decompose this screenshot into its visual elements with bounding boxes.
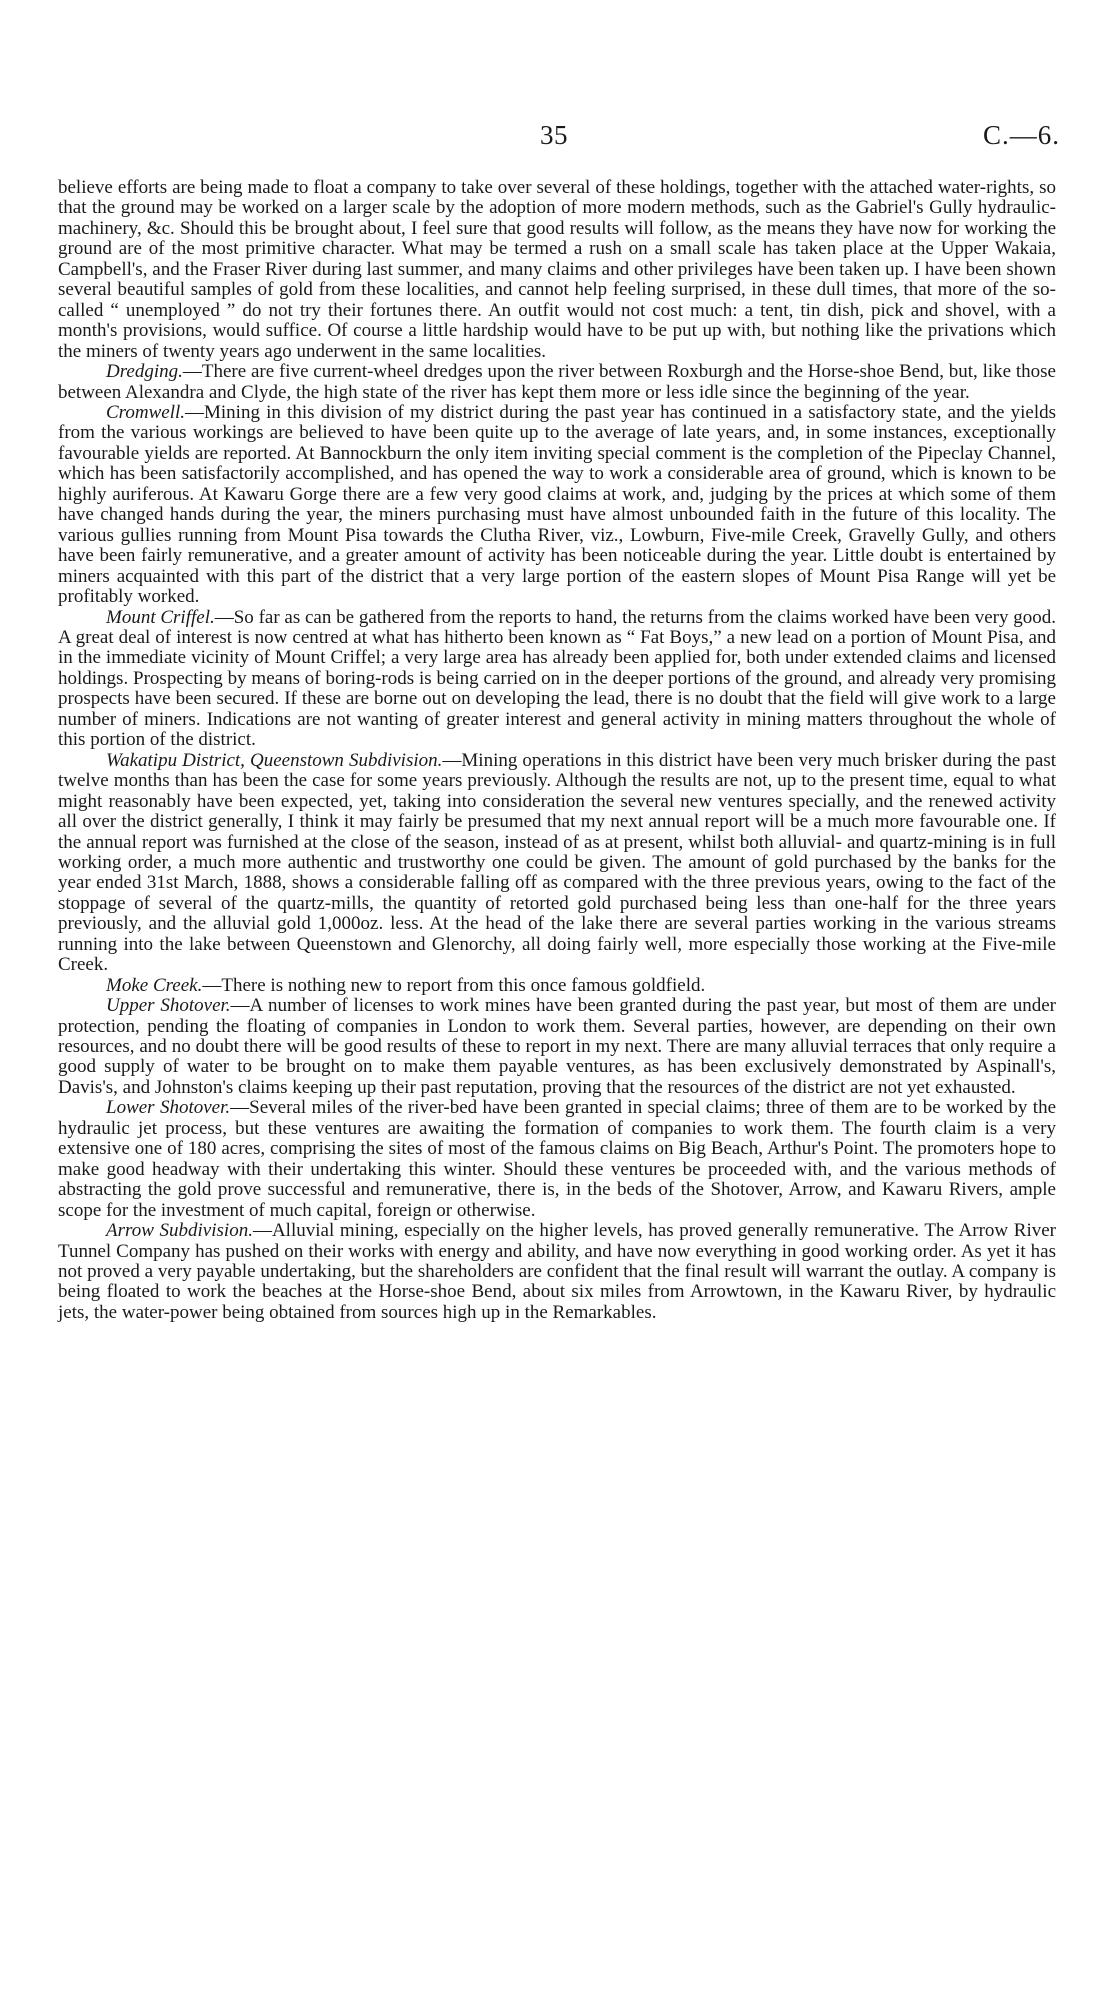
section-heading: Lower Shotover.: [106, 1097, 231, 1119]
paragraph-lower-shotover: [58, 1098, 1056, 1221]
paragraph-cromwell: [58, 403, 1056, 608]
paragraph-text: —Several miles of the river-bed have been granted in special claims; three of them are to be worked by the hydraulic jet process, but these ventures are awaiting the formation of companies to work them. The fourth claim is a very extensive one of 180 acres, comprising the sites of most of the famous claims on Big Beach, Arthur's Point. The promoters hope to make good headway with their undertaking this winter. Should these ventures be proceeded with, and the various methods of abstracting the gold prove successful and remunerative, there is, in the beds of the Shotover, Arrow, and Kawaru Rivers, ample scope for the investment of much capital, foreign or otherwise.: [58, 1097, 1057, 1221]
paragraph-text: —There is nothing new to report from this once famous goldfield.: [202, 974, 706, 996]
page-number: 35: [540, 120, 568, 150]
document-reference: C.—6.: [982, 120, 1060, 150]
paragraph-mount-criffel: [58, 608, 1056, 751]
paragraph-text: believe efforts are being made to float a company to take over several of these holdings, together with the attached water-rights, so that the ground may be worked on a larger scale by the adoption of more modern methods, such as the Gabriel's Gully hydraulic-machinery, &c. Should this be brought about, I feel sure that good results will follow, as the means they have now for working the ground are of the most primitive character. What may be termed a rush on a small scale has taken place at the Upper Wakaia, Campbell's, and the Fraser River during last summer, and many claims and other privileges have been taken up. I have been shown several beautiful samples of gold from these localities, and cannot help feeling surprised, in these dull times, that more of the so-called “ unemployed ” do not try their fortunes there. An outfit would not cost much: a tent, tin dish, pick and shovel, with a month's provisions, would suffice. Of course a little hardship would have to be put up with, but nothing like the privations which the miners of twenty years ago underwent in the same localities.: [58, 177, 1056, 362]
paragraph-text: —Mining operations in this district have been very much brisker during the past twelve months than has been the case for some years previously. Although the results are not, up to the present time, equal to what might reasonably have been expected, yet, taking into consideration the several new ventures specially, and the renewed activity all over the district generally, I think it may fairly be presumed that my next annual report will be a much more favourable one. If the annual report was furnished at the close of the season, instead of as at present, whilst both alluvial- and quartz-mining is in full working order, a much more authentic and trustworthy one could be given. The amount of gold purchased by the banks for the year ended 31st March, 1888, shows a considerable falling off as compared with the three previous years, owing to the fact of the stoppage of several of the quartz-mills, the quantity of retorted gold purchased being less than one-half for the three years previously, and the alluvial gold 1,000oz. less. At the head of the lake there are several parties working in the various streams running into the lake between Queenstown and Glenorchy, all doing fairly well, more especially those working at the Five-mile Creek.: [58, 749, 1056, 976]
section-heading: Arrow Subdivision.: [106, 1220, 253, 1242]
paragraph-text: —There are five current-wheel dredges upon the river between Roxburgh and the Horse-shoe Bend, but, like those between Alexandra and Clyde, the high state of the river has kept them more or less idle since the beginning of the year.: [58, 361, 1056, 403]
paragraph-arrow-subdivision: [58, 1221, 1056, 1323]
section-heading: Mount Criffel.: [106, 606, 215, 628]
section-heading: Moke Creek.: [106, 974, 203, 996]
section-heading: Cromwell.: [106, 401, 185, 423]
paragraph-text: —So far as can be gathered from the reports to hand, the returns from the claims worked have been very good. A great deal of interest is now centred at what has hitherto been known as “ Fat Boys,” a new lead on a portion of Mount Pisa, and in the immediate vicinity of Mount Criffel; a very large area has already been applied for, both under extended claims and licensed holdings. Prospecting by means of boring-rods is being carried on in the deeper portions of the ground, and already very promising prospects have been secured. If these are borne out on developing the lead, there is no doubt that the field will give work to a large number of miners. Indications are not wanting of greater interest and general activity in mining matters throughout the whole of this portion of the district.: [58, 606, 1056, 751]
section-heading: Wakatipu District, Queenstown Subdivision.: [106, 749, 443, 771]
paragraph-dredging: [58, 362, 1056, 403]
paragraph-wakatipu: [58, 751, 1056, 976]
section-heading: Upper Shotover.: [106, 995, 231, 1017]
paragraph-text: —Alluvial mining, especially on the higher levels, has proved generally remunerative. The Arrow River Tunnel Company has pushed on their works with energy and ability, and have now everything in good working order. As yet it has not proved a very payable undertaking, but the shareholders are confident that the final result will warrant the outlay. A company is being floated to work the beaches at the Horse-shoe Bend, about six miles from Arrowtown, in the Kawaru River, by hydraulic jets, the water-power being obtained from sources high up in the Remarkables.: [58, 1220, 1056, 1323]
paragraph-moke-creek: [58, 976, 1056, 996]
body-text: [58, 178, 1056, 1323]
paragraph-continuation: [58, 178, 1056, 362]
section-heading: Dredging.: [106, 361, 183, 383]
paragraph-upper-shotover: [58, 996, 1056, 1098]
paragraph-text: —Mining in this division of my district during the past year has continued in a satisfactory state, and the yields from the various workings are believed to have been quite up to the average of late years, and, in some instances, exceptionally favourable yields are reported. At Bannockburn the only item inviting special comment is the completion of the Pipeclay Channel, which has been satisfactorily accomplished, and has opened the way to work a considerable area of ground, which is known to be highly auriferous. At Kawaru Gorge there are a few very good claims at work, and, judging by the prices at which some of them have changed hands during the year, the miners purchasing must have almost unbounded faith in the future of this locality. The various gullies running from Mount Pisa towards the Clutha River, viz., Lowburn, Five-mile Creek, Gravelly Gully, and others have been fairly remunerative, and a greater amount of activity has been noticeable during the year. Little doubt is entertained by miners acquainted with this part of the district that a very large portion of the eastern slopes of Mount Pisa Range will yet be profitably worked.: [58, 401, 1056, 608]
paragraph-text: —A number of licenses to work mines have been granted during the past year, but most of them are under protection, pending the floating of companies in London to work them. Several parties, however, are depending on their own resources, and no doubt there will be good results of these to report in my next. There are many alluvial terraces that only require a good supply of water to be brought on to make them payable ventures, as has been exclusively demonstrated by Aspinall's, Davis's, and Johnston's claims keeping up their past reputation, proving that the resources of the district are not yet exhausted.: [58, 995, 1057, 1098]
